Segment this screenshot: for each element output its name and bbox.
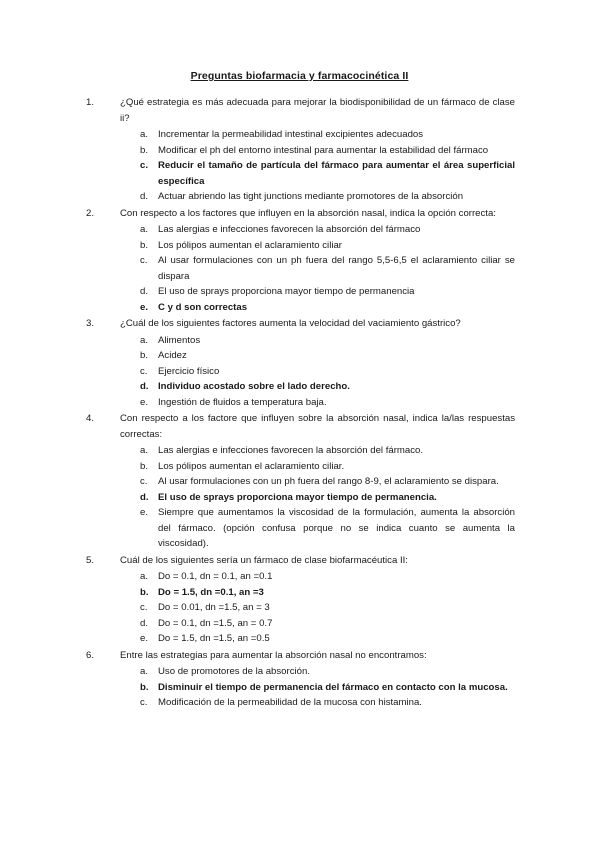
question-number: 3. (86, 318, 95, 329)
option-text: Do = 1.5, dn =0.1, an =3 (158, 586, 264, 598)
answer-option-correct (140, 300, 515, 316)
answer-option (140, 474, 515, 490)
option-letter: b. (140, 586, 149, 598)
option-letter: a. (140, 571, 149, 582)
option-text: Actuar abriendo las tight junctions mediante promotores de la absorción (158, 191, 464, 202)
answer-option (140, 664, 515, 680)
option-letter: a. (140, 666, 149, 677)
option-text: Ejercicio físico (158, 365, 220, 377)
answer-option (140, 443, 515, 459)
option-list (104, 569, 515, 647)
question-number: 1. (86, 97, 95, 108)
option-text: Do = 0.1, dn = 0.1, an =0.1 (158, 571, 273, 582)
answer-option (140, 222, 515, 238)
option-text: Las alergias e infecciones favorecen la absorción del fármaco. (158, 445, 424, 456)
answer-option (140, 253, 515, 284)
answer-option (140, 395, 515, 411)
question-text: Cuál de los siguientes sería un fármaco de clase biofarmacéutica II: (120, 554, 408, 566)
answer-option (140, 600, 515, 616)
option-text: Acidez (158, 350, 187, 361)
option-letter: c. (140, 365, 148, 377)
answer-option (140, 695, 515, 711)
option-text: Los pólipos aumentan el aclaramiento ciliar. (158, 460, 345, 472)
option-letter: c. (140, 476, 148, 487)
option-letter: e. (140, 633, 149, 644)
answer-option (140, 616, 515, 632)
question-text: ¿Cuál de los siguientes factores aumenta la velocidad del vaciamiento gástrico? (120, 318, 461, 329)
option-letter: d. (140, 617, 149, 629)
answer-option (140, 238, 515, 254)
option-text: Do = 0.1, dn =1.5, an = 0.7 (158, 617, 273, 629)
option-text: C y d son correctas (158, 301, 248, 313)
question-item (86, 206, 515, 316)
option-letter: b. (140, 144, 149, 156)
answer-option-correct (140, 680, 515, 696)
question-text: Con respecto a los factore que influyen sobre la absorción nasal, indica la/las respuestas correctas: (120, 413, 515, 440)
option-list (104, 222, 515, 315)
question-list (86, 95, 515, 711)
option-letter: c. (140, 255, 148, 266)
answer-option-correct (140, 158, 515, 189)
question-text: Entre las estrategias para aumentar la absorción nasal no encontramos: (120, 649, 427, 661)
question-item (86, 411, 515, 552)
option-text: Al usar formulaciones con un ph fuera del rango 5,5-6,5 el aclaramiento ciliar se dispara (158, 255, 515, 282)
option-text: Al usar formulaciones con un ph fuera del rango 8-9, el aclaramiento se dispara. (158, 476, 499, 487)
answer-option (140, 189, 515, 205)
option-text: Uso de promotores de la absorción. (158, 666, 310, 677)
answer-option (140, 284, 515, 300)
answer-option (140, 505, 515, 552)
option-letter: e. (140, 507, 149, 518)
option-letter: e. (140, 301, 149, 313)
option-letter: b. (140, 239, 149, 251)
option-list (104, 664, 515, 711)
option-letter: c. (140, 697, 148, 708)
option-letter: d. (140, 381, 149, 392)
option-list (104, 127, 515, 205)
option-letter: a. (140, 224, 149, 235)
answer-option (140, 631, 515, 647)
option-text: Modificar el ph del entorno intestinal para aumentar la estabilidad del fármaco (158, 144, 489, 156)
option-text: Individuo acostado sobre el lado derecho. (158, 381, 350, 392)
option-letter: e. (140, 396, 149, 408)
answer-option (140, 333, 515, 349)
option-letter: d. (140, 191, 149, 202)
option-letter: c. (140, 602, 148, 613)
answer-option-correct (140, 379, 515, 395)
option-letter: a. (140, 445, 149, 456)
option-text: Las alergias e infecciones favorecen la absorción del fármaco (158, 224, 421, 235)
answer-option (140, 127, 515, 143)
option-text: Alimentos (158, 334, 201, 346)
option-letter: d. (140, 286, 149, 297)
option-text: Disminuir el tiempo de permanencia del fármaco en contacto con la mucosa. (158, 681, 508, 693)
question-item (86, 553, 515, 647)
question-text: Con respecto a los factores que influyen en la absorción nasal, indica la opción correcta: (120, 207, 496, 219)
answer-option (140, 364, 515, 380)
question-item (86, 95, 515, 205)
option-text: Reducir el tamaño de partícula del fármaco para aumentar el área superficial específica (158, 160, 515, 187)
option-text: Do = 1.5, dn =1.5, an =0.5 (158, 633, 270, 644)
question-text: ¿Qué estrategia es más adecuada para mejorar la biodisponibilidad de un fármaco de clase ii? (120, 97, 515, 124)
option-text: Modificación de la permeabilidad de la mucosa con histamina. (158, 697, 422, 708)
question-number: 5. (86, 554, 95, 566)
answer-option (140, 143, 515, 159)
question-number: 6. (86, 649, 95, 661)
answer-option-correct (140, 490, 515, 506)
question-item (86, 648, 515, 711)
answer-option (140, 348, 515, 364)
option-letter: b. (140, 681, 149, 693)
question-number: 4. (86, 413, 95, 424)
question-item (86, 316, 515, 410)
option-letter: b. (140, 350, 149, 361)
option-text: El uso de sprays proporciona mayor tiempo de permanencia. (158, 491, 437, 503)
document-title: Preguntas biofarmacia y farmacocinética II (190, 70, 409, 82)
option-letter: c. (140, 160, 149, 171)
option-text: Ingestión de fluidos a temperatura baja. (158, 396, 327, 408)
option-letter: a. (140, 129, 149, 140)
option-list (104, 443, 515, 552)
option-text: Do = 0.01, dn =1.5, an = 3 (158, 602, 270, 613)
answer-option-correct (140, 585, 515, 601)
answer-option (140, 459, 515, 475)
option-list (104, 333, 515, 411)
option-text: Siempre que aumentamos la viscosidad de la formulación, aumenta la absorción del fármaco. (opción confusa porque no se indica cuanto se aumenta la viscosidad). (158, 507, 515, 549)
option-letter: b. (140, 460, 149, 472)
option-letter: a. (140, 334, 149, 346)
option-letter: d. (140, 491, 149, 503)
question-number: 2. (86, 207, 95, 219)
option-text: Los pólipos aumentan el aclaramiento ciliar (158, 239, 342, 251)
option-text: El uso de sprays proporciona mayor tiempo de permanencia (158, 286, 415, 297)
answer-option (140, 569, 515, 585)
option-text: Incrementar la permeabilidad intestinal excipientes adecuados (158, 129, 424, 140)
